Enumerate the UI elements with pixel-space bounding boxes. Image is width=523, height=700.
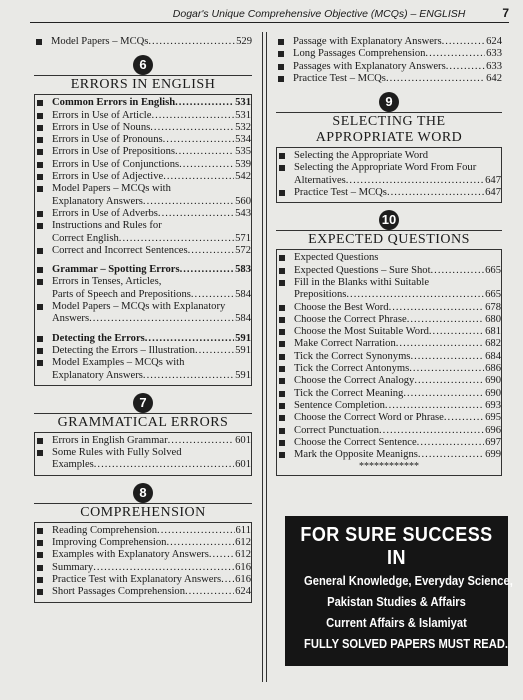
toc-entry-title: Passage with Explanatory Answers: [293, 36, 442, 47]
toc-entry-page: 612: [235, 537, 251, 549]
toc-entry-title: Model Papers – MCQs with Explanatory: [52, 301, 226, 313]
toc-entry-page: 571: [235, 232, 251, 244]
dot-leader: [148, 36, 235, 48]
toc-entry-page: 535: [235, 146, 251, 158]
toc-entry-row: [52, 562, 251, 574]
dot-leader: [150, 122, 234, 134]
toc-entry-row: [52, 196, 251, 208]
chapter-number-badge: 7: [133, 393, 153, 413]
toc-entry-title: Reading Comprehension: [52, 524, 158, 536]
toc-entry-title: Choose the Most Suitable Word: [294, 326, 429, 338]
toc-entry-row: [52, 110, 251, 122]
toc-entry-row: [294, 425, 501, 437]
chapter-title: [276, 112, 502, 148]
toc-entry-page: 612: [235, 549, 251, 561]
toc-entry-row: [52, 525, 251, 537]
chapter-contents: [34, 95, 252, 386]
toc-entry-row: [52, 122, 251, 134]
dot-leader: [168, 435, 234, 447]
toc-entry-row: [52, 586, 251, 598]
spacer: [34, 48, 252, 55]
toc-entry-row: [51, 36, 252, 48]
toc-entry-title: Make Correct Narration: [294, 338, 396, 350]
chapter-title: [34, 413, 252, 433]
toc-entry-row: [294, 150, 501, 162]
toc-entry-page: 601: [235, 459, 251, 471]
toc-entry-title: Parts of Speech and Prepositions: [52, 288, 191, 300]
running-header: [30, 6, 509, 23]
toc-entry-title: Prepositions: [294, 289, 347, 301]
dot-leader: [179, 159, 234, 171]
advert-line: Current Affairs & Islamiyat: [326, 615, 467, 630]
toc-entry-row: [294, 326, 501, 338]
toc-entry: [35, 183, 251, 208]
toc-entry-row: [294, 289, 501, 301]
toc-entry-page: 665: [485, 289, 501, 301]
toc-entry-row: [294, 314, 501, 326]
toc-entry-title: Model Examples – MCQs with: [52, 357, 185, 369]
chapter-title: [276, 230, 502, 250]
toc-entry: [276, 36, 502, 48]
toc-entry-row: [293, 36, 502, 48]
toc-entry-row: [52, 159, 251, 171]
toc-entry-title: Common Errors in English: [52, 97, 176, 109]
toc-entry-title: Short Passages Comprehension: [52, 586, 186, 598]
toc-entry: [277, 314, 501, 326]
toc-entry-page: 647: [485, 187, 501, 199]
toc-entry-title: Practice Test – MCQs: [294, 187, 387, 199]
toc-entry-page: 616: [235, 573, 251, 585]
advert-box: [285, 516, 513, 666]
toc-entry-row: [52, 345, 251, 357]
toc-entry-title: Examples: [52, 459, 94, 471]
toc-entry: [277, 252, 501, 264]
toc-entry-title: Errors in Use of Adjective: [52, 171, 164, 183]
toc-entry-title: Some Rules with Fully Solved: [52, 447, 182, 459]
chapter-title-line: GRAMMATICAL ERRORS: [57, 414, 229, 430]
toc-entry-title: Model Papers – MCQs: [51, 36, 149, 47]
chapter-contents: [34, 433, 252, 476]
advert-line: General Knowledge, Everyday Science,: [304, 573, 513, 588]
toc-entry: [35, 245, 251, 257]
chapter-number-badge: 9: [379, 92, 399, 112]
toc-entry-row: [52, 333, 251, 345]
toc-entry-page: 647: [485, 174, 501, 186]
toc-entry-title: Explanatory Answers: [52, 369, 143, 381]
toc-entry-row: [294, 437, 501, 449]
toc-entry-title: Model Papers – MCQs with: [52, 183, 171, 195]
toc-entry-page: 699: [485, 449, 501, 461]
toc-entry: [35, 171, 251, 183]
page-number: 7: [502, 6, 509, 20]
dot-leader: [446, 61, 485, 73]
toc-entry-title: Selecting the Appropriate Word From Four: [294, 162, 477, 174]
toc-entry-row: [294, 400, 501, 412]
chapter-title-line: SELECTING THE: [332, 114, 446, 130]
toc-entry-page: 543: [235, 207, 251, 219]
dot-leader: [175, 146, 234, 158]
dot-leader: [410, 351, 484, 363]
dot-leader: [431, 265, 485, 277]
toc-entry-title: Errors in Use of Adverbs: [52, 207, 158, 219]
toc-entry-page: 693: [485, 399, 501, 411]
toc-entry: [277, 351, 501, 363]
spacer: [35, 257, 251, 264]
advert-headline: FOR SURE SUCCESS IN: [300, 524, 493, 569]
dot-leader: [143, 196, 234, 208]
toc-entry-title: Errors in Tenses, Articles,: [52, 276, 162, 288]
dot-leader: [195, 345, 234, 357]
dot-leader: [180, 264, 235, 276]
toc-entry: [35, 525, 251, 537]
toc-entry-row: [52, 435, 251, 447]
toc-entry-page: 696: [485, 424, 501, 436]
dot-leader: [151, 110, 234, 122]
toc-entry: [35, 134, 251, 146]
toc-entry-title: Choose the Correct Sentence: [294, 436, 417, 448]
toc-entry-title: Detecting the Errors – Illustration: [52, 344, 195, 356]
dot-leader: [185, 586, 234, 598]
toc-entry-row: [294, 449, 501, 461]
toc-entry-title: Detecting the Errors: [52, 332, 145, 344]
column-divider: [262, 32, 267, 682]
toc-entry-page: 690: [485, 387, 501, 399]
toc-entry: [35, 220, 251, 245]
spacer: [276, 203, 502, 210]
dot-leader: [442, 36, 486, 48]
chapter-contents: [276, 250, 502, 476]
toc-entry-title: Passages with Explanatory Answers: [293, 60, 446, 72]
toc-entry-row: [294, 338, 501, 350]
dot-leader: [414, 375, 484, 387]
toc-entry-page: 539: [235, 158, 251, 170]
dot-leader: [221, 574, 234, 586]
dot-leader: [444, 412, 484, 424]
toc-entry-title: Expected Questions – Sure Shot: [294, 264, 431, 276]
toc-entry-title: Tick the Correct Meaning: [294, 387, 404, 399]
toc-entry: [35, 264, 251, 276]
toc-entry-page: 682: [485, 338, 501, 350]
dot-leader: [209, 549, 234, 561]
toc-entry: [277, 425, 501, 437]
dot-leader: [93, 562, 234, 574]
dot-leader: [429, 326, 484, 338]
toc-entry: [35, 146, 251, 158]
toc-entry-title: Practice Test with Explanatory Answers: [52, 573, 222, 585]
toc-entry-page: 686: [485, 363, 501, 375]
toc-entry-row: [294, 351, 501, 363]
toc-entry-row: [293, 61, 502, 73]
toc-entry-title: Tick the Correct Antonyms: [294, 363, 410, 375]
toc-entry-page: 542: [235, 171, 251, 183]
toc-entry-page: 601: [235, 434, 251, 446]
toc-entry: [35, 574, 251, 586]
toc-entry-row: [52, 134, 251, 146]
toc-entry-title: Long Passages Comprehension: [293, 48, 426, 60]
toc-entry: [276, 48, 502, 60]
dot-leader: [425, 48, 485, 60]
toc-entry: [35, 301, 251, 326]
toc-entry-title: Improving Comprehension: [52, 537, 167, 549]
toc-entry-row: [52, 146, 251, 158]
toc-entry-title: Mark the Opposite Meanigns: [294, 449, 418, 461]
chapter-title: [34, 503, 252, 523]
toc-entry-page: 583: [235, 264, 251, 276]
toc-entry-title: Errors in Use of Prepositions: [52, 146, 175, 158]
toc-entry: [276, 73, 502, 85]
toc-entry-row: [294, 363, 501, 375]
dot-leader: [145, 333, 234, 345]
spacer: [34, 476, 252, 483]
toc-entry-page: 591: [235, 344, 251, 356]
dot-leader: [418, 449, 484, 461]
dot-leader: [191, 289, 234, 301]
toc-entry: [277, 449, 501, 461]
toc-entry: [35, 276, 251, 301]
left-column: [34, 36, 252, 603]
spacer: [35, 326, 251, 333]
toc-entry: [277, 150, 501, 162]
toc-entry: [277, 412, 501, 424]
chapter-contents: [276, 148, 502, 203]
toc-entry-row: [52, 574, 251, 586]
toc-entry-page: 681: [485, 326, 501, 338]
dot-leader: [175, 97, 234, 109]
advert-line: FULLY SOLVED PAPERS MUST READ.: [304, 636, 509, 651]
dot-leader: [386, 73, 485, 85]
toc-entry-page: 531: [235, 97, 251, 109]
toc-entry-title: Choose the Correct Phrase: [294, 313, 407, 325]
dot-leader: [389, 302, 485, 314]
dot-leader: [346, 289, 484, 301]
chapter-title-line: ERRORS IN ENGLISH: [70, 77, 216, 93]
toc-entry-title: Errors in Use of Conjunctions: [52, 158, 180, 170]
toc-entry-page: 678: [485, 301, 501, 313]
toc-entry: [35, 447, 251, 472]
chapter-number-badge: 10: [379, 210, 399, 230]
toc-entry-row: [52, 245, 251, 257]
toc-entry-page: 591: [235, 369, 251, 381]
dot-leader: [403, 388, 484, 400]
toc-entry-title: Summary: [52, 561, 94, 573]
dot-leader: [94, 459, 234, 471]
toc-entry-title: Correct English: [52, 232, 119, 244]
toc-entry-page: 560: [235, 195, 251, 207]
toc-entry-page: 591: [235, 332, 251, 344]
toc-entry-title: Fill in the Blanks withi Suitable: [294, 276, 430, 288]
toc-entry: [277, 326, 501, 338]
dot-leader: [143, 370, 234, 382]
toc-entry-title: Errors in English Grammar: [52, 434, 168, 446]
toc-entry-title: Errors in Use of Article: [52, 109, 152, 121]
toc-entry-row: [52, 313, 251, 325]
dot-leader: [346, 175, 484, 187]
chapter-title: [34, 75, 252, 95]
dot-leader: [385, 400, 484, 412]
dot-leader: [157, 525, 234, 537]
toc-entry-page: 695: [485, 412, 501, 424]
toc-entry-row: [294, 302, 501, 314]
toc-entry-page: 624: [235, 586, 251, 598]
toc-entry: [277, 375, 501, 387]
toc-entry: [35, 345, 251, 357]
chapter-contents: [34, 523, 252, 603]
toc-entry: [277, 277, 501, 302]
toc-entry-title: Answers: [52, 313, 90, 325]
toc-entry-page: 633: [486, 48, 502, 60]
toc-entry: [35, 537, 251, 549]
toc-entry: [277, 400, 501, 412]
toc-entry: [35, 110, 251, 122]
chapter-title-line: APPROPRIATE WORD: [315, 130, 463, 146]
chapter-title-line: EXPECTED QUESTIONS: [308, 232, 470, 248]
dot-leader: [417, 437, 484, 449]
toc-entry-page: 684: [485, 350, 501, 362]
toc-entry: [35, 435, 251, 447]
toc-entry-page: 584: [235, 313, 251, 325]
toc-entry-row: [52, 459, 251, 471]
toc-entry: [34, 36, 252, 48]
toc-entry-title: Choose the Correct Analogy: [294, 375, 415, 387]
header-title: Dogar's Unique Comprehensive Objective (MCQs) – ENGLISH: [172, 8, 466, 20]
toc-entry-title: Grammar – Spotting Errors: [52, 264, 180, 276]
dot-leader: [407, 314, 484, 326]
dot-leader: [158, 208, 234, 220]
toc-entry-page: 532: [235, 121, 251, 133]
toc-entry-title: Examples with Explanatory Answers: [52, 549, 209, 561]
toc-entry-title: Choose the Best Word: [294, 301, 389, 313]
toc-entry-row: [52, 549, 251, 561]
toc-entry-page: 665: [485, 264, 501, 276]
toc-entry-title: Correct and Incorrect Sentences: [52, 244, 188, 256]
dot-leader: [166, 537, 234, 549]
chapter-title-line: COMPREHENSION: [80, 504, 206, 520]
toc-entry: [276, 61, 502, 73]
dot-leader: [396, 338, 484, 350]
toc-entry: [35, 97, 251, 109]
dot-leader: [89, 313, 234, 325]
toc-entry: [35, 562, 251, 574]
toc-entry: [35, 333, 251, 345]
toc-entry: [35, 208, 251, 220]
toc-entry-title: Practice Test – MCQs: [293, 72, 386, 84]
toc-entry-page: 616: [235, 561, 251, 573]
toc-entry-title: Sentence Completion: [294, 399, 385, 411]
toc-entry-page: 690: [485, 375, 501, 387]
toc-entry-page: 531: [235, 109, 251, 121]
toc-entry: [35, 159, 251, 171]
toc-entry-row: [52, 370, 251, 382]
toc-entry-row: [52, 171, 251, 183]
toc-entry: [277, 437, 501, 449]
toc-entry-page: 529: [236, 36, 252, 47]
dot-leader: [387, 187, 484, 199]
toc-entry-page: 633: [486, 60, 502, 72]
toc-entry-page: 584: [235, 288, 251, 300]
toc-entry: [277, 265, 501, 277]
toc-entry: [35, 549, 251, 561]
toc-entry-title: Instructions and Rules for: [52, 220, 162, 232]
toc-entry: [277, 388, 501, 400]
toc-entry: [35, 122, 251, 134]
spacer: [34, 386, 252, 393]
toc-entry-row: [294, 175, 501, 187]
toc-entry-row: [294, 375, 501, 387]
toc-entry-page: 534: [235, 134, 251, 146]
dot-leader: [119, 233, 234, 245]
toc-entry-row: [52, 233, 251, 245]
toc-entry-title: Errors in Use of Pronouns: [52, 134, 163, 146]
toc-entry-page: 611: [235, 524, 251, 536]
toc-entry: [277, 187, 501, 199]
end-stars: ************: [359, 461, 419, 473]
toc-entry-title: Errors in Use of Nouns: [52, 121, 151, 133]
toc-entry-title: Correct Punctuation: [294, 424, 380, 436]
toc-entry: [35, 357, 251, 382]
toc-entry-title: Explanatory Answers: [52, 195, 143, 207]
toc-entry-row: [294, 412, 501, 424]
toc-entry-title: Choose the Correct Word or Phrase: [294, 412, 444, 424]
toc-entry-page: 642: [486, 72, 502, 84]
toc-entry-title: Expected Questions: [294, 252, 379, 264]
toc-entry: [277, 338, 501, 350]
toc-entry-page: 572: [235, 244, 251, 256]
chapter-number-badge: 8: [133, 483, 153, 503]
toc-entry-page: 680: [485, 313, 501, 325]
toc-entry-page: 697: [485, 436, 501, 448]
toc-entry-row: [52, 208, 251, 220]
toc-entry: [277, 162, 501, 187]
toc-entry: [277, 363, 501, 375]
dot-leader: [163, 134, 234, 146]
dot-leader: [188, 245, 235, 257]
advert-line: Pakistan Studies & Affairs: [327, 594, 466, 609]
toc-entry-row: [52, 537, 251, 549]
toc-entry-row: [294, 187, 501, 199]
dot-leader: [409, 363, 484, 375]
toc-entry-title: Alternatives: [294, 174, 346, 186]
toc-entry-row: [294, 252, 501, 264]
toc-entry-row: [294, 388, 501, 400]
dot-leader: [379, 425, 484, 437]
right-column: [276, 36, 502, 476]
toc-entry-row: [52, 264, 251, 276]
toc-entry: [35, 586, 251, 598]
toc-entry-row: [52, 289, 251, 301]
toc-entry-page: 624: [486, 36, 502, 47]
toc-entry-title: Tick the Correct Synonyms: [294, 350, 411, 362]
dot-leader: [163, 171, 234, 183]
spacer: [276, 85, 502, 92]
chapter-number-badge: 6: [133, 55, 153, 75]
toc-entry-row: [293, 73, 502, 85]
toc-entry-title: Selecting the Appropriate Word: [294, 150, 428, 162]
toc-entry-row: [52, 97, 251, 109]
toc-entry-row: [293, 48, 502, 60]
toc-entry-row: [294, 265, 501, 277]
toc-entry: [277, 302, 501, 314]
